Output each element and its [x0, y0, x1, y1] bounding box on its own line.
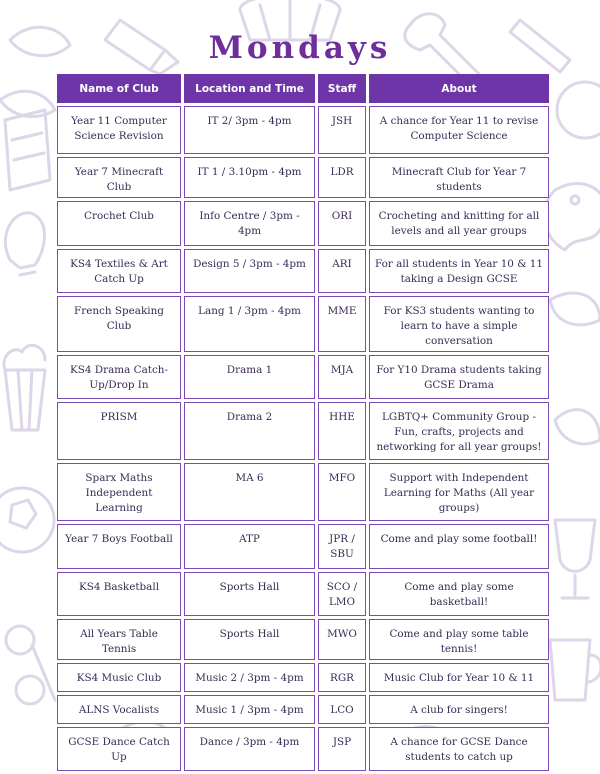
cell-about: A chance for Year 11 to revise Computer Science: [369, 106, 549, 154]
cell-location-time: Music 2 / 3pm - 4pm: [184, 663, 315, 692]
cell-location-time: Sports Hall: [184, 619, 315, 660]
cell-location-time: Dance / 3pm - 4pm: [184, 727, 315, 771]
cell-staff: SCO / LMO: [318, 572, 366, 616]
cell-staff: LCO: [318, 695, 366, 724]
cell-club-name: Year 7 Boys Football: [57, 524, 181, 569]
cell-staff: JSP: [318, 727, 366, 771]
table-row: [57, 106, 549, 154]
cell-club-name: KS4 Basketball: [57, 572, 181, 616]
popcorn-icon: [4, 345, 45, 430]
cell-about: LGBTQ+ Community Group - Fun, crafts, projects and networking for all year groups!: [369, 402, 549, 460]
cell-club-name: KS4 Drama Catch-Up/Drop In: [57, 355, 181, 399]
cell-about: A club for singers!: [369, 695, 549, 724]
cell-location-time: Lang 1 / 3pm - 4pm: [184, 296, 315, 352]
cell-about: Minecraft Club for Year 7 students: [369, 157, 549, 198]
cell-location-time: Sports Hall: [184, 572, 315, 616]
cell-staff: RGR: [318, 663, 366, 692]
cell-club-name: Year 11 Computer Science Revision: [57, 106, 181, 154]
cell-location-time: Drama 2: [184, 402, 315, 460]
cell-location-time: Music 1 / 3pm - 4pm: [184, 695, 315, 724]
cell-staff: ORI: [318, 201, 366, 246]
trophy-icon: [555, 520, 595, 598]
cell-location-time: MA 6: [184, 463, 315, 521]
cell-about: Come and play some table tennis!: [369, 619, 549, 660]
cell-location-time: Drama 1: [184, 355, 315, 399]
table-row: [57, 201, 549, 246]
cell-staff: MME: [318, 296, 366, 352]
cell-club-name: Sparx Maths Independent Learning: [57, 463, 181, 521]
cell-club-name: KS4 Music Club: [57, 663, 181, 692]
cell-about: For KS3 students wanting to learn to have a simple conversation: [369, 296, 549, 352]
cell-staff: JSH: [318, 106, 366, 154]
cell-about: Support with Independent Learning for Maths (All year groups): [369, 463, 549, 521]
header-staff: Staff: [318, 74, 366, 103]
cell-club-name: ALNS Vocalists: [57, 695, 181, 724]
cell-about: For Y10 Drama students taking GCSE Drama: [369, 355, 549, 399]
cell-staff: HHE: [318, 402, 366, 460]
cell-club-name: Crochet Club: [57, 201, 181, 246]
cell-about: A chance for GCSE Dance students to catch up: [369, 727, 549, 771]
cell-about: For all students in Year 10 & 11 taking a Design GCSE: [369, 249, 549, 293]
cell-club-name: PRISM: [57, 402, 181, 460]
lightbulb-icon: [5, 213, 44, 275]
cell-about: Come and play some football!: [369, 524, 549, 569]
cell-staff: JPR / SBU: [318, 524, 366, 569]
table-row: [57, 296, 549, 352]
mug-icon: [550, 640, 600, 700]
cell-staff: MWO: [318, 619, 366, 660]
cell-about: Come and play some basketball!: [369, 572, 549, 616]
table-row: [57, 619, 549, 660]
table-row: [57, 695, 549, 724]
cell-location-time: Design 5 / 3pm - 4pm: [184, 249, 315, 293]
cell-club-name: GCSE Dance Catch Up: [57, 727, 181, 771]
leaf-right-icon: [550, 293, 600, 444]
cell-location-time: ATP: [184, 524, 315, 569]
cell-about: Music Club for Year 10 & 11: [369, 663, 549, 692]
cell-location-time: Info Centre / 3pm - 4pm: [184, 201, 315, 246]
cell-location-time: IT 2/ 3pm - 4pm: [184, 106, 315, 154]
table-row: [57, 572, 549, 616]
header-location-and-time: Location and Time: [184, 74, 315, 103]
soccer-ball-icon: [0, 488, 54, 552]
clubs-table: [54, 71, 552, 774]
cell-staff: MFO: [318, 463, 366, 521]
table-row: [57, 402, 549, 460]
table-row: [57, 157, 549, 198]
cell-location-time: IT 1 / 3.10pm - 4pm: [184, 157, 315, 198]
header-about: About: [369, 74, 549, 103]
table-row: [57, 727, 549, 771]
header-name-of-club: Name of Club: [57, 74, 181, 103]
palette-icon: [544, 184, 600, 250]
table-row: [57, 249, 549, 293]
table-row: [57, 463, 549, 521]
table-header-row: [57, 74, 549, 103]
cell-club-name: All Years Table Tennis: [57, 619, 181, 660]
table-row: [57, 663, 549, 692]
cell-club-name: French Speaking Club: [57, 296, 181, 352]
page-title: Mondays: [208, 30, 392, 66]
table-row: [57, 524, 549, 569]
cell-staff: ARI: [318, 249, 366, 293]
cell-about: Crocheting and knitting for all levels and all year groups: [369, 201, 549, 246]
cell-club-name: Year 7 Minecraft Club: [57, 157, 181, 198]
scissors-icon: [6, 626, 55, 704]
cell-staff: LDR: [318, 157, 366, 198]
cell-staff: MJA: [318, 355, 366, 399]
cell-club-name: KS4 Textiles & Art Catch Up: [57, 249, 181, 293]
book-icon: [5, 110, 50, 190]
table-row: [57, 355, 549, 399]
